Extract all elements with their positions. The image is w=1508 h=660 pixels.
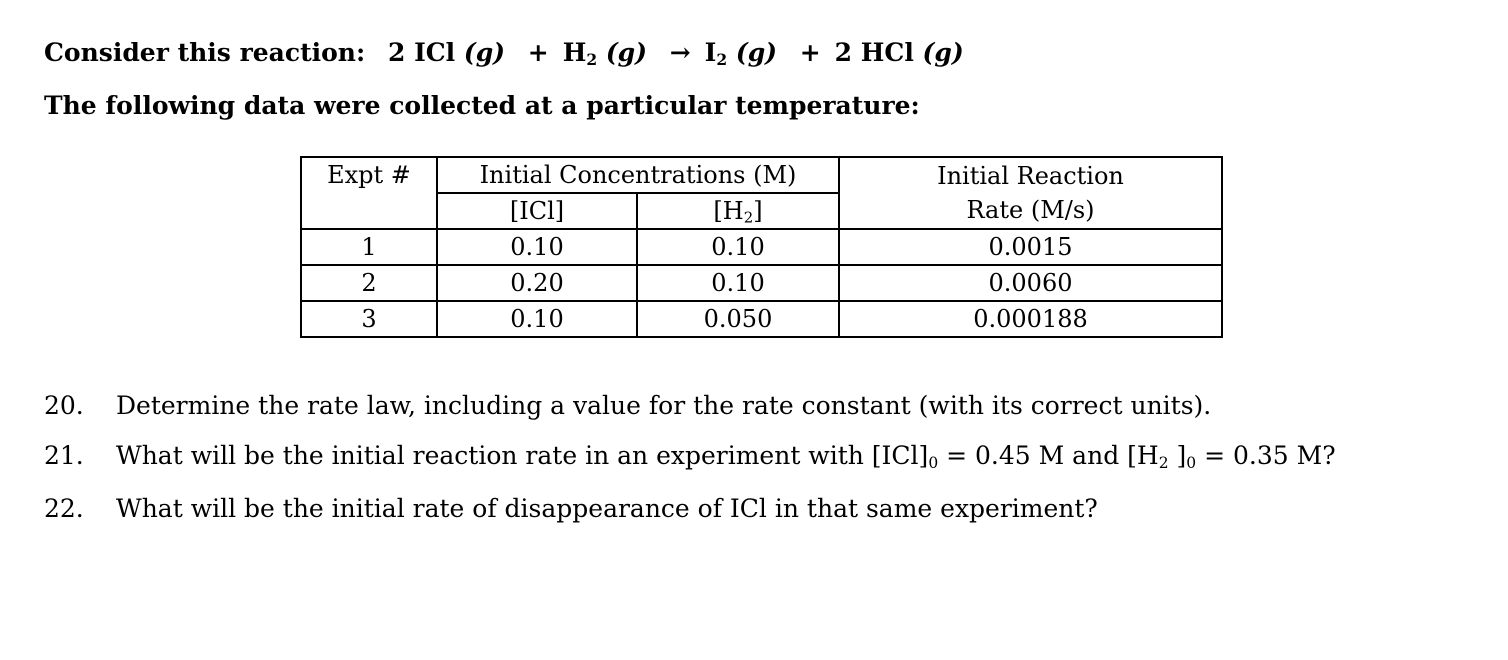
- subheader-icl: [ICl]: [437, 193, 637, 229]
- question-text: What will be the initial rate of disappearance of ICl in that same experiment?: [116, 494, 1098, 523]
- question-text-d: = 0.35 M?: [1196, 441, 1336, 470]
- subheader-h2: [637, 193, 839, 229]
- plus-sign: +: [527, 38, 549, 67]
- question-text-c: ]: [1168, 441, 1187, 470]
- cell-icl: 0.20: [437, 265, 637, 301]
- table-row: [301, 229, 1222, 265]
- question-22: [44, 494, 1098, 523]
- i-symbol: I: [704, 38, 717, 67]
- question-text-a: What will be the initial reaction rate in an experiment with [ICl]: [116, 441, 929, 470]
- h2-close: ]: [753, 197, 763, 225]
- cell-expt: 3: [301, 301, 437, 337]
- plus-sign-2: +: [799, 38, 821, 67]
- cell-rate: 0.0015: [839, 229, 1222, 265]
- table-header-row: [301, 157, 1222, 193]
- coefficient-hcl: 2: [834, 38, 853, 67]
- question-number: 20.: [44, 391, 84, 420]
- cell-expt: 2: [301, 265, 437, 301]
- h-subscript: 2: [586, 49, 598, 69]
- h2-subscript: 2: [1158, 453, 1169, 472]
- cell-icl: 0.10: [437, 229, 637, 265]
- h2-open: [H: [713, 197, 744, 225]
- cell-h2: 0.10: [637, 229, 839, 265]
- reaction-statement: [44, 38, 964, 67]
- h2-subscript: 2: [743, 208, 754, 227]
- question-text-b: = 0.45 M and [H: [938, 441, 1159, 470]
- state-i2: (g): [735, 38, 777, 67]
- header-rate-line2: Rate (M/s): [966, 196, 1095, 224]
- h-symbol: H: [562, 38, 587, 67]
- table-row: [301, 301, 1222, 337]
- header-initial-concentrations: Initial Concentrations (M): [437, 157, 839, 193]
- cell-rate: 0.000188: [839, 301, 1222, 337]
- table-row: [301, 265, 1222, 301]
- data-intro: The following data were collected at a particular temperature:: [44, 91, 920, 120]
- formula-i2: [705, 38, 728, 67]
- cell-h2: 0.10: [637, 265, 839, 301]
- cell-icl: 0.10: [437, 301, 637, 337]
- cell-h2: 0.050: [637, 301, 839, 337]
- question-text: Determine the rate law, including a value for the rate constant (with its correct units).: [116, 391, 1212, 420]
- header-rate-line1: Initial Reaction: [937, 162, 1124, 190]
- state-icl: (g): [463, 38, 506, 67]
- state-hcl: (g): [922, 38, 964, 67]
- state-h2: (g): [605, 38, 647, 67]
- reaction-arrow: →: [669, 38, 691, 67]
- header-expt: Expt #: [301, 157, 437, 229]
- header-initial-rate: [839, 157, 1222, 229]
- formula-h2: [563, 38, 597, 67]
- formula-hcl: HCl: [860, 38, 914, 67]
- question-number: 21.: [44, 441, 84, 470]
- question-20: [44, 391, 1211, 420]
- rate-data-table: [300, 156, 1223, 338]
- formula-icl: ICl: [414, 38, 456, 67]
- question-21: [44, 441, 1336, 470]
- cell-rate: 0.0060: [839, 265, 1222, 301]
- question-number: 22.: [44, 494, 84, 523]
- initial-subscript: 0: [928, 453, 939, 472]
- cell-expt: 1: [301, 229, 437, 265]
- reaction-prefix: Consider this reaction:: [44, 38, 366, 67]
- coefficient-icl: 2: [387, 38, 406, 67]
- i-subscript: 2: [716, 49, 728, 69]
- initial-subscript: 0: [1186, 453, 1197, 472]
